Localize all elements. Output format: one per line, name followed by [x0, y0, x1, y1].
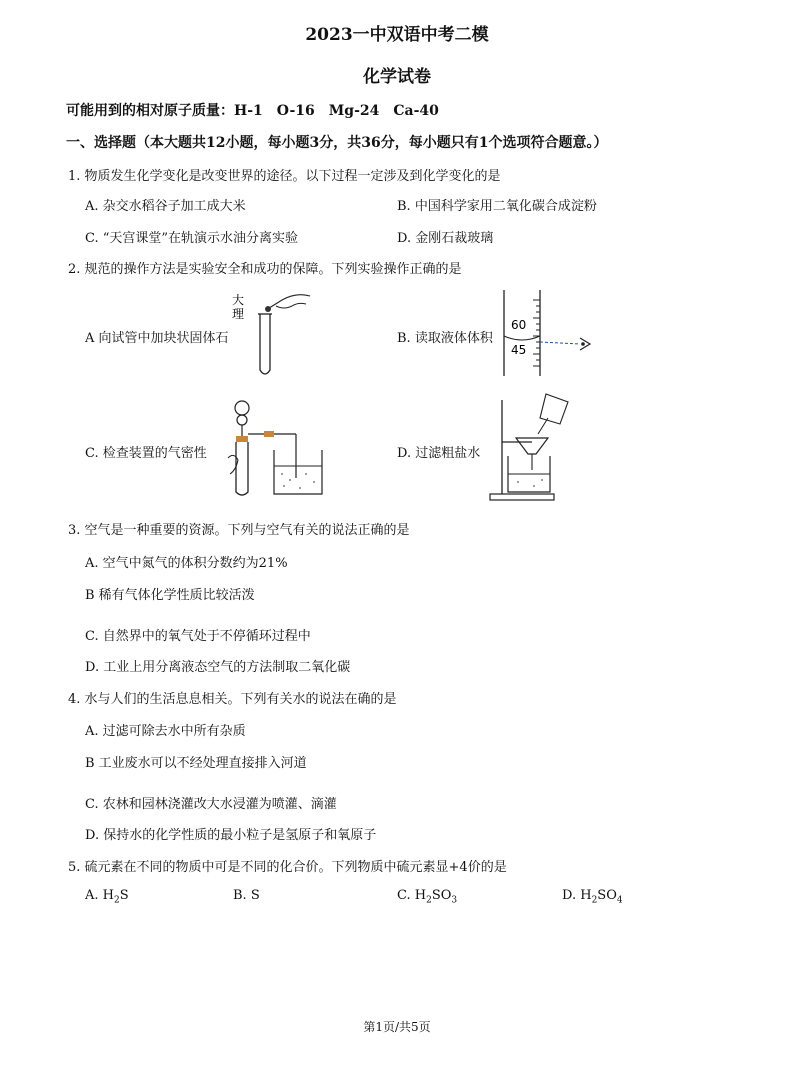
section-heading: 一、选择题（本大题共12小题，每小题3分，共36分，每小题只有1个选项符合题意。）	[66, 135, 608, 151]
question-3-option-c[interactable]: C. 自然界中的氧气处于不停循环过程中	[85, 629, 311, 644]
question-1-option-d[interactable]: D. 金刚石裁玻璃	[397, 231, 494, 246]
figure-a-text-1: 大	[232, 293, 245, 307]
figure-a-text-2: 理	[232, 307, 245, 321]
question-4-option-b[interactable]: B 工业废水可以不经处理直接排入河道	[85, 756, 307, 771]
atomic-masses: 可能用到的相对原子质量：H-1 O-16 Mg-24 Ca-40	[66, 103, 439, 119]
question-2-option-b[interactable]: B. 读取液体体积	[397, 331, 493, 346]
question-3-stem: 3. 空气是一种重要的资源。下列与空气有关的说法正确的是	[68, 523, 410, 538]
question-1-option-a[interactable]: A. 杂交水稻谷子加工成大米	[85, 199, 246, 214]
exam-title: 2023一中双语中考二模	[305, 25, 489, 45]
question-1-option-c[interactable]: C. “天宫课堂”在轨演示水油分离实验	[85, 231, 299, 246]
question-5-option-a[interactable]: A. $H_2S$	[85, 888, 129, 906]
question-2-option-a[interactable]: A 向试管中加块状固体石	[85, 331, 229, 346]
cylinder-label-60: 60	[511, 318, 527, 332]
exam-subtitle: 化学试卷	[363, 67, 431, 87]
cylinder-label-45: 45	[511, 343, 527, 357]
question-2-option-c[interactable]: C. 检查装置的气密性	[85, 446, 207, 461]
question-5-option-d[interactable]: D. $H_2SO_4$	[562, 888, 623, 906]
question-4-option-d[interactable]: D. 保持水的化学性质的最小粒子是氢原子和氧原子	[85, 828, 377, 843]
question-2-stem: 2. 规范的操作方法是实验安全和成功的保障。下列实验操作正确的是	[68, 262, 462, 277]
question-3-option-a[interactable]: A. 空气中氮气的体积分数约为21%	[85, 556, 288, 571]
figure-add-solid-to-test-tube	[226, 288, 316, 380]
question-3-option-d[interactable]: D. 工业上用分离液态空气的方法制取二氧化碳	[85, 660, 351, 675]
question-1-option-b[interactable]: B. 中国科学家用二氧化碳合成淀粉	[397, 199, 597, 214]
figure-read-cylinder-volume	[500, 290, 600, 378]
question-5-option-b[interactable]: B. S	[233, 888, 260, 903]
figure-filter-salt-water	[488, 394, 588, 504]
question-5-stem: 5. 硫元素在不同的物质中可是不同的化合价。下列物质中硫元素显+4价的是	[68, 860, 507, 875]
page-number: 第1页/共5页	[363, 1020, 431, 1034]
question-5-option-c[interactable]: C. $H_2SO_3$	[397, 888, 458, 906]
question-4-option-a[interactable]: A. 过滤可除去水中所有杂质	[85, 724, 246, 739]
question-2-option-d[interactable]: D. 过滤粗盐水	[397, 446, 481, 461]
question-4-stem: 4. 水与人们的生活息息相关。下列有关水的说法在确的是	[68, 692, 397, 707]
question-3-option-b[interactable]: B 稀有气体化学性质比较活泼	[85, 588, 255, 603]
figure-airtightness-check	[224, 400, 324, 500]
question-1-stem: 1. 物质发生化学变化是改变世界的途径。以下过程一定涉及到化学变化的是	[68, 169, 501, 184]
question-4-option-c[interactable]: C. 农林和园林浇灌改大水浸灌为喷灌、滴灌	[85, 797, 337, 812]
